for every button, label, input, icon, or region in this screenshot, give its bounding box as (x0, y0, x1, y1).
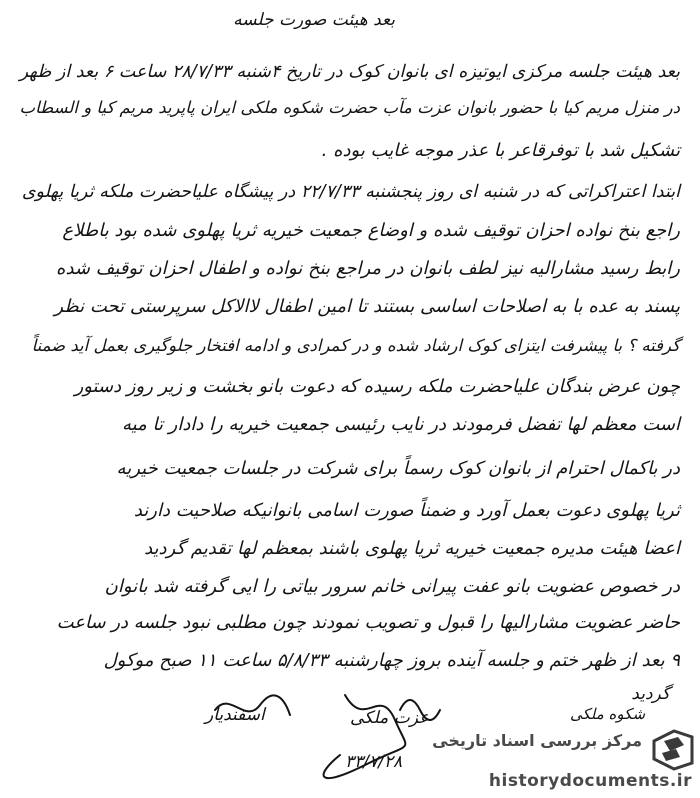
text-line-11: در باکمال احترام از بانوان کوک رسماً برای شرکت در جلسات جمعیت خیریه (116, 458, 680, 479)
text-line-4: ابتدا اعتراکراتی که در شنبه ای روز پنجشنبه ۲۲/۷/۳۳ در پیشگاه علیاحضرت ملکه ثریا پهلوی (21, 182, 680, 202)
watermark-title: مرکز بررسی اسناد تاریخی (432, 731, 642, 750)
text-line-1: بعد هیئت جلسه مرکزی ایوتیزه ای بانوان کوک در تاریخ ۴شنبه ۲۸/۷/۳۳ ساعت ۶ بعد از ظهر (19, 62, 680, 82)
text-line-7: پسند به عده با به اصلاحات اساسی بستند تا امین اطفال لاالاکل سرپرستی تحت نظر (54, 296, 680, 317)
signature-right: شکوه ملکی (570, 705, 646, 723)
watermark-url[interactable]: historydocuments.ir (488, 771, 692, 791)
text-line-9: چون عرض بندگان علیاحضرت ملکه رسیده که دعوت بانو بخشت و زیر روز دستور (74, 376, 680, 397)
text-line-16: ۹ بعد از ظهر ختم و جلسه آینده بروز چهارشنبه ۵/۸/۳۳ ساعت ۱۱ صبح موکول (103, 650, 680, 671)
watermark-logo-icon (648, 723, 696, 773)
text-line-3: تشکیل شد با توفرقاعر با عذر موجه غایب بوده . (321, 140, 680, 161)
text-line-13: اعضا هیئت مدیره جمعیت خیریه ثریا پهلوی باشند بمعظم لها تقدیم گردید (144, 538, 680, 559)
closing-word: گردید (631, 684, 670, 704)
text-line-5: راجع بنخ نواده احزان توقیف شده و اوضاع جمعیت خیریه ثریا پهلوی شده بود باطلاع (62, 220, 680, 241)
text-line-12: ثریا پهلوی دعوت بعمل آورد و ضمناً صورت اسامی بانوانیکه صلاحیت دارند (133, 500, 680, 521)
text-line-2: در منزل مریم کیا با حضور بانوان عزت مآب حضرت شکوه ملکی ایران پاپرید مریم کیا و السطاب (19, 98, 680, 117)
signature-middle: عزت ملکی (350, 708, 430, 728)
text-line-6: رابط رسید مشارالیه نیز لطف بانوان در مراجع بنخ نواده و اطفال احزان توقیف شده (56, 258, 680, 279)
signature-left: اسفندیار (205, 705, 265, 725)
text-line-8: گرفته ؟ با پیشرفت ایتزای کوک ارشاد شده و در کمرادی و ادامه افتخار جلوگیری بعمل آید ضمناً (31, 336, 680, 355)
text-line-10: است معظم لها تفضل فرمودند در نایب رئیسی جمعیت خیریه را دادار تا میه (122, 414, 680, 435)
text-line-14: در خصوص عضویت بانو عفت پیرانی خانم سرور بیاتی را ایی گرفته شد بانوان (104, 576, 680, 597)
signature-date: ۳۳/۷/۲۸ (345, 752, 403, 772)
watermark (320, 713, 700, 798)
document-title: بعد هیئت صورت جلسه (233, 10, 395, 30)
text-line-15: حاضر عضویت مشارالیها را قبول و تصویب نمودند چون مطلبی نبود جلسه در ساعت (56, 612, 680, 633)
